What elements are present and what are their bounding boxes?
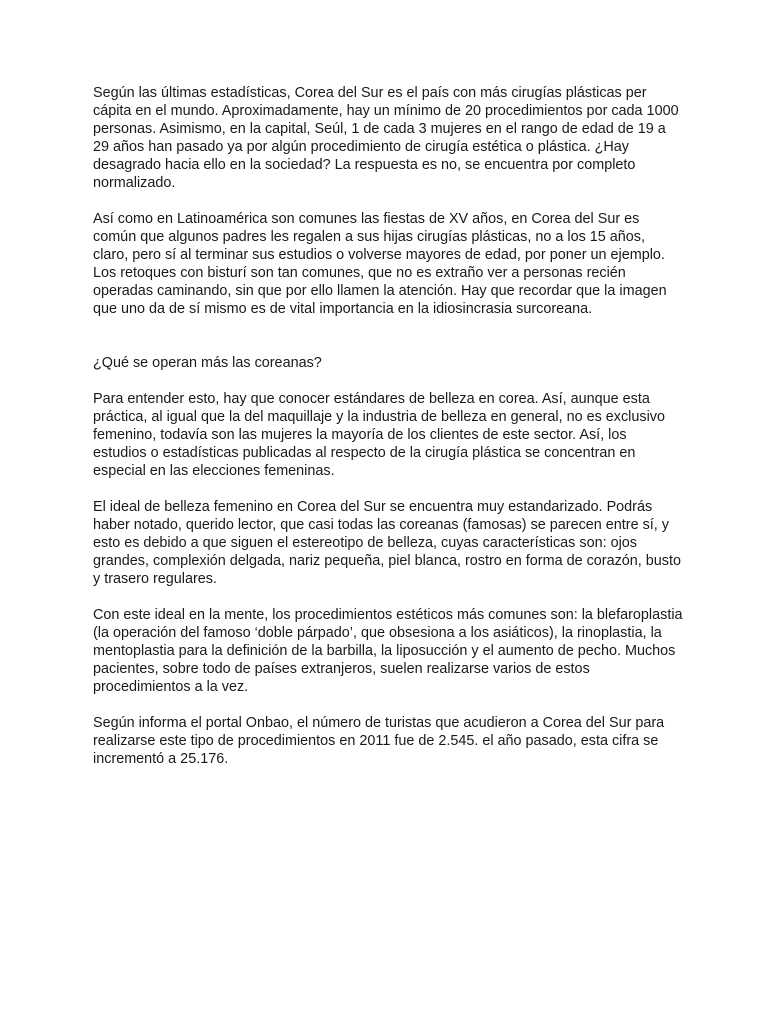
paragraph-beauty-standards: Para entender esto, hay que conocer estándares de belleza en corea. Así, aunque esta práctica, al igual que la del maquillaje y la industria de belleza en general, no es exclusivo femenino, todavía son las mujeres la mayoría de los clientes de este sector. Así, los estudios o estadísticas publicadas al respecto de la cirugía plástica se concentran en especial en las elecciones femeninas. xyxy=(93,391,665,479)
paragraph-intro-statistics: Según las últimas estadísticas, Corea del Sur es el país con más cirugías plásticas per cápita en el mundo. Aproximadamente, hay un mínimo de 20 procedimientos por cada 1000 personas. Asimismo, en la capital, Seúl, 1 de cada 3 mujeres en el rango de edad de 19 a 29 años han pasado ya por algún procedimiento de cirugía estética o plástica. ¿Hay desagrado hacia ello en la sociedad? La respuesta es no, se encuentra por completo normalizado. xyxy=(93,85,679,191)
paragraph-feminine-ideal: El ideal de belleza femenino en Corea del Sur se encuentra muy estandarizado. Podrás haber notado, querido lector, que casi todas las coreanas (famosas) se parecen entre sí, y esto es debido a que siguen el estereotipo de belleza, cuyas características son: ojos grandes, complexión delgada, nariz pequeña, piel blanca, rostro en forma de corazón, busto y trasero regulares. xyxy=(93,499,681,587)
section-heading: ¿Qué se operan más las coreanas? xyxy=(93,355,322,371)
paragraph-intro-tradition: Así como en Latinoamérica son comunes las fiestas de XV años, en Corea del Sur es común que algunos padres les regalen a sus hijas cirugías plásticas, no a los 15 años, claro, pero sí al terminar sus estudios o volverse mayores de edad, por poner un ejemplo. Los retoques con bisturí son tan comunes, que no es extraño ver a personas recién operadas caminando, sin que por ello llamen la atención. Hay que recordar que la imagen que uno da de sí mismo es de vital importancia en la idiosincrasia surcoreana. xyxy=(93,211,667,317)
document-body xyxy=(93,84,683,786)
paragraph-tourism-figures: Según informa el portal Onbao, el número de turistas que acudieron a Corea del Sur para realizarse este tipo de procedimientos en 2011 fue de 2.545. el año pasado, esta cifra se incrementó a 25.176. xyxy=(93,715,665,767)
paragraph-common-procedures: Con este ideal en la mente, los procedimientos estéticos más comunes son: la blefaroplastia (la operación del famoso ‘doble párpado’, que obsesiona a los asiáticos), la rinoplastia, la mentoplastia para la definición de la barbilla, la liposucción y el aumento de pecho. Muchos pacientes, sobre todo de países extranjeros, suelen realizarse varios de estos procedimientos a la vez. xyxy=(93,607,683,695)
